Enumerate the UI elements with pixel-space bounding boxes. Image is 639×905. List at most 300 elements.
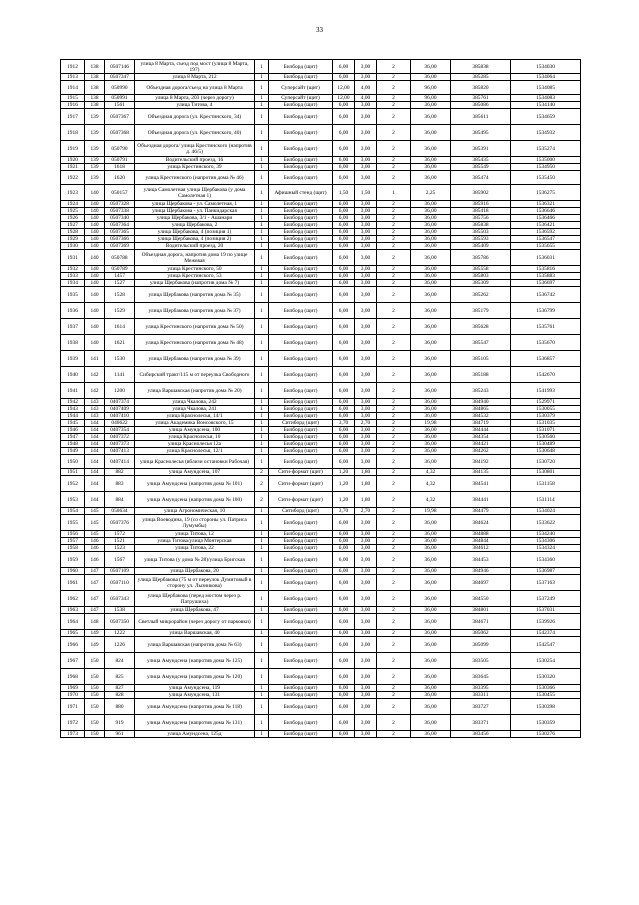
structure-type-cell: Билборд (щит) (269, 201, 333, 208)
code-cell: 1457 (105, 273, 135, 280)
address-cell: улица Щербакова - ул. Панкидарская (135, 208, 255, 215)
width-cell: 6,00 (333, 669, 355, 685)
sides-cell: 2 (377, 367, 411, 383)
row-number-cell: 1924 (61, 201, 85, 208)
coord-y-cell: 1541993 (511, 383, 581, 399)
row-number-cell: 1912 (61, 60, 85, 74)
area-cell: 36,00 (411, 250, 451, 266)
district-cell: 150 (85, 731, 105, 738)
sides-cell: 2 (377, 420, 411, 427)
width-cell: 6,00 (333, 208, 355, 215)
code-cell: 050791 (105, 157, 135, 164)
sides-count-cell: 1 (255, 229, 269, 236)
sides-cell: 2 (377, 630, 411, 637)
width-cell: 6,00 (333, 250, 355, 266)
code-cell: 824 (105, 653, 135, 669)
width-cell: 6,00 (333, 607, 355, 614)
code-cell: 0507365 (105, 229, 135, 236)
sides-count-cell: 1 (255, 427, 269, 434)
structure-type-cell: Билборд (щит) (269, 280, 333, 287)
district-cell: 143 (85, 399, 105, 406)
area-cell: 36,00 (411, 685, 451, 692)
coord-x-cell: 385786 (451, 250, 511, 266)
sides-cell: 2 (377, 508, 411, 515)
structure-type-cell: Билборд (щит) (269, 351, 333, 367)
table-row (61, 125, 581, 141)
coord-x-cell: 385179 (451, 303, 511, 319)
district-cell: 150 (85, 692, 105, 699)
sides-cell: 2 (377, 699, 411, 715)
coord-y-cell: 1530320 (511, 669, 581, 685)
height-cell: 3,00 (355, 441, 377, 448)
row-number-cell: 1923 (61, 185, 85, 201)
width-cell: 6,00 (333, 236, 355, 243)
table-row (61, 455, 581, 469)
sides-count-cell: 1 (255, 319, 269, 335)
height-cell: 3,00 (355, 699, 377, 715)
width-cell: 6,00 (333, 335, 355, 351)
table-row (61, 351, 581, 367)
structure-type-cell: Билборд (щит) (269, 243, 333, 250)
structure-type-cell: Билборд (щит) (269, 273, 333, 280)
address-cell: улица Щербакова, 3/1 - Ашанари (135, 215, 255, 222)
code-cell: 1200 (105, 383, 135, 399)
coord-x-cell: 385820 (451, 81, 511, 95)
row-number-cell: 1938 (61, 335, 85, 351)
height-cell: 1,80 (355, 476, 377, 492)
width-cell: 6,00 (333, 287, 355, 303)
code-cell: 0407374 (105, 399, 135, 406)
code-cell: 828 (105, 692, 135, 699)
width-cell: 1,50 (333, 185, 355, 201)
width-cell: 6,00 (333, 351, 355, 367)
area-cell: 36,00 (411, 367, 451, 383)
structure-type-cell: Билборд (щит) (269, 171, 333, 185)
coord-y-cell: 1534306 (511, 538, 581, 545)
area-cell: 36,00 (411, 236, 451, 243)
structure-type-cell: Билборд (щит) (269, 552, 333, 568)
table-row (61, 441, 581, 448)
district-cell: 147 (85, 591, 105, 607)
structure-type-cell: Билборд (щит) (269, 215, 333, 222)
address-cell: улица Краснолесья, 14/1 (135, 413, 255, 420)
area-cell: 36,00 (411, 208, 451, 215)
district-cell: 140 (85, 208, 105, 215)
height-cell: 3,00 (355, 630, 377, 637)
area-cell: 36,00 (411, 715, 451, 731)
row-number-cell: 1963 (61, 607, 85, 614)
table-row (61, 367, 581, 383)
table-row (61, 287, 581, 303)
area-cell: 36,00 (411, 406, 451, 413)
address-cell: улица Щербакова (напротив дома № 37) (135, 303, 255, 319)
sides-cell: 2 (377, 427, 411, 434)
code-cell: 1226 (105, 637, 135, 653)
height-cell: 3,00 (355, 531, 377, 538)
height-cell: 3,00 (355, 669, 377, 685)
code-cell: 050790 (105, 141, 135, 157)
coord-y-cell: 1534932 (511, 125, 581, 141)
row-number-cell: 1962 (61, 591, 85, 607)
sides-count-cell: 1 (255, 273, 269, 280)
sides-count-cell: 1 (255, 383, 269, 399)
sides-cell: 2 (377, 406, 411, 413)
coord-y-cell: 1536321 (511, 201, 581, 208)
table-row (61, 607, 581, 614)
coord-x-cell: 385916 (451, 201, 511, 208)
area-cell: 36,00 (411, 74, 451, 81)
district-cell: 150 (85, 653, 105, 669)
width-cell: 6,00 (333, 448, 355, 455)
district-cell: 147 (85, 607, 105, 614)
address-cell: улица Щербакова, 47 (135, 607, 255, 614)
structure-type-cell: Билборд (щит) (269, 383, 333, 399)
area-cell: 36,00 (411, 157, 451, 164)
coord-y-cell: 1536697 (511, 280, 581, 287)
area-cell: 36,00 (411, 515, 451, 531)
height-cell: 3,00 (355, 715, 377, 731)
table-row (61, 335, 581, 351)
area-cell: 36,00 (411, 243, 451, 250)
row-number-cell: 1948 (61, 441, 85, 448)
sides-cell: 2 (377, 434, 411, 441)
sides-count-cell: 1 (255, 413, 269, 420)
coord-x-cell: 384940 (451, 399, 511, 406)
height-cell: 3,00 (355, 413, 377, 420)
structure-type-cell: Билборд (щит) (269, 455, 333, 469)
area-cell: 36,00 (411, 125, 451, 141)
height-cell: 3,00 (355, 731, 377, 738)
address-cell: улица Щербакова, 20 (135, 568, 255, 575)
sides-cell: 2 (377, 455, 411, 469)
coord-y-cell: 1534024 (511, 508, 581, 515)
code-cell: 050788 (105, 250, 135, 266)
coord-x-cell: 385803 (451, 273, 511, 280)
height-cell: 3,00 (355, 614, 377, 630)
district-cell: 146 (85, 538, 105, 545)
table-row (61, 171, 581, 185)
table-row (61, 692, 581, 699)
code-cell: 1523 (105, 545, 135, 552)
sides-cell: 2 (377, 201, 411, 208)
sides-count-cell: 1 (255, 406, 269, 413)
structure-type-cell: Билборд (щит) (269, 731, 333, 738)
code-cell: 825 (105, 669, 135, 685)
sides-cell: 2 (377, 492, 411, 508)
coord-y-cell: 1534324 (511, 545, 581, 552)
coord-y-cell: 1530055 (511, 406, 581, 413)
height-cell: 3,00 (355, 273, 377, 280)
sides-cell: 2 (377, 607, 411, 614)
row-number-cell: 1950 (61, 455, 85, 469)
table-row (61, 222, 581, 229)
height-cell: 3,00 (355, 575, 377, 591)
code-cell: 1620 (105, 171, 135, 185)
code-cell: 1614 (105, 319, 135, 335)
area-cell: 36,00 (411, 731, 451, 738)
sides-cell: 2 (377, 669, 411, 685)
table-row (61, 637, 581, 653)
height-cell: 3,00 (355, 171, 377, 185)
sides-cell: 2 (377, 229, 411, 236)
table-row (61, 508, 581, 515)
sides-cell: 2 (377, 273, 411, 280)
district-cell: 147 (85, 575, 105, 591)
district-cell: 144 (85, 434, 105, 441)
height-cell: 3,00 (355, 406, 377, 413)
structure-type-cell: Билборд (щит) (269, 515, 333, 531)
sides-cell: 2 (377, 531, 411, 538)
width-cell: 6,00 (333, 427, 355, 434)
height-cell: 3,00 (355, 685, 377, 692)
row-number-cell: 1944 (61, 413, 85, 420)
area-cell: 36,00 (411, 568, 451, 575)
coord-x-cell: 384541 (451, 476, 511, 492)
coord-x-cell: 385503 (451, 229, 511, 236)
area-cell: 36,00 (411, 201, 451, 208)
area-cell: 36,00 (411, 141, 451, 157)
row-number-cell: 1952 (61, 476, 85, 492)
coord-y-cell: 1534085 (511, 81, 581, 95)
table-row (61, 731, 581, 738)
coord-y-cell: 1530455 (511, 692, 581, 699)
code-cell: 1530 (105, 351, 135, 367)
sides-cell: 2 (377, 413, 411, 420)
area-cell: 36,00 (411, 399, 451, 406)
sides-cell: 2 (377, 637, 411, 653)
row-number-cell: 1917 (61, 109, 85, 125)
coord-x-cell: 384888 (451, 531, 511, 538)
address-cell: Объездная дорога/съезд на улица 8 Марта (135, 81, 255, 95)
sides-count-cell: 1 (255, 102, 269, 109)
height-cell: 3,00 (355, 383, 377, 399)
sides-count-cell: 1 (255, 545, 269, 552)
width-cell: 6,00 (333, 413, 355, 420)
address-cell: улица Титова, 4 (135, 102, 255, 109)
table-row (61, 591, 581, 607)
district-cell: 139 (85, 171, 105, 185)
code-cell: 919 (105, 715, 135, 731)
sides-count-cell: 1 (255, 171, 269, 185)
page-number: 33 (316, 26, 323, 34)
district-cell: 140 (85, 185, 105, 201)
sides-cell: 2 (377, 568, 411, 575)
height-cell: 3,00 (355, 109, 377, 125)
address-cell: улица Титова, 22 (135, 545, 255, 552)
coord-x-cell: 384550 (451, 591, 511, 607)
area-cell: 36,00 (411, 699, 451, 715)
row-number-cell: 1964 (61, 614, 85, 630)
height-cell: 3,00 (355, 60, 377, 74)
coord-y-cell: 1530366 (511, 685, 581, 692)
code-cell: 050991 (105, 95, 135, 102)
table-row (61, 653, 581, 669)
sides-count-cell: 1 (255, 614, 269, 630)
coord-y-cell: 1531071 (511, 427, 581, 434)
sides-count-cell: 1 (255, 60, 269, 74)
area-cell: 36,00 (411, 531, 451, 538)
sides-count-cell: 1 (255, 280, 269, 287)
height-cell: 3,00 (355, 250, 377, 266)
width-cell: 6,00 (333, 699, 355, 715)
address-cell: улица Амундсена (напротив дома № 120) (135, 669, 255, 685)
structure-type-cell: Билборд (щит) (269, 266, 333, 273)
width-cell: 6,00 (333, 434, 355, 441)
address-cell: улица Краснолесья, 10 (135, 434, 255, 441)
structure-type-cell: Билборд (щит) (269, 399, 333, 406)
coord-y-cell: 1535883 (511, 273, 581, 280)
district-cell: 150 (85, 699, 105, 715)
structure-type-cell: Билборд (щит) (269, 434, 333, 441)
address-cell: улица Варшавская, 40 (135, 630, 255, 637)
width-cell: 6,00 (333, 545, 355, 552)
structure-type-cell: Билборд (щит) (269, 630, 333, 637)
coord-x-cell: 385105 (451, 351, 511, 367)
structure-type-cell: Билборд (щит) (269, 236, 333, 243)
structure-type-cell: Билборд (щит) (269, 406, 333, 413)
coord-y-cell: 1530398 (511, 699, 581, 715)
area-cell: 36,00 (411, 591, 451, 607)
sides-cell: 2 (377, 81, 411, 95)
row-number-cell: 1915 (61, 95, 85, 102)
coord-x-cell: 383505 (451, 653, 511, 669)
width-cell: 6,00 (333, 653, 355, 669)
row-number-cell: 1969 (61, 685, 85, 692)
address-cell: Объездная дорога (ул. Крестинского, 34) (135, 109, 255, 125)
address-cell: улица Амундсена, 131 (135, 692, 255, 699)
area-cell: 36,00 (411, 434, 451, 441)
sides-cell: 2 (377, 60, 411, 74)
sides-cell: 2 (377, 208, 411, 215)
coord-y-cell: 1535761 (511, 319, 581, 335)
width-cell: 3,70 (333, 508, 355, 515)
sides-count-cell: 1 (255, 250, 269, 266)
table-row (61, 413, 581, 420)
sides-count-cell: 1 (255, 95, 269, 102)
height-cell: 3,00 (355, 319, 377, 335)
row-number-cell: 1943 (61, 406, 85, 413)
row-number-cell: 1929 (61, 236, 85, 243)
address-cell: улица Амундсена (напротив дома № 131) (135, 715, 255, 731)
address-cell: улица Чкалова, 241 (135, 406, 255, 413)
row-number-cell: 1937 (61, 319, 85, 335)
coord-x-cell: 385838 (451, 222, 511, 229)
sides-cell: 2 (377, 715, 411, 731)
code-cell: 1567 (105, 552, 135, 568)
coord-x-cell: 383645 (451, 669, 511, 685)
row-number-cell: 1932 (61, 266, 85, 273)
row-number-cell: 1935 (61, 287, 85, 303)
district-cell: 144 (85, 476, 105, 492)
sides-count-cell: 1 (255, 420, 269, 427)
sides-count-cell: 1 (255, 109, 269, 125)
coord-x-cell: 385285 (451, 74, 511, 81)
width-cell: 6,00 (333, 630, 355, 637)
sides-count-cell: 1 (255, 236, 269, 243)
district-cell: 146 (85, 545, 105, 552)
coord-y-cell: 1530801 (511, 469, 581, 476)
structure-type-cell: Билборд (щит) (269, 614, 333, 630)
height-cell: 3,00 (355, 201, 377, 208)
coord-x-cell: 383727 (451, 699, 511, 715)
width-cell: 6,00 (333, 303, 355, 319)
sides-cell: 2 (377, 125, 411, 141)
sides-cell: 2 (377, 157, 411, 164)
table-row (61, 715, 581, 731)
structure-type-cell: Билборд (щит) (269, 141, 333, 157)
table-row (61, 319, 581, 335)
table-row (61, 531, 581, 538)
width-cell: 6,00 (333, 568, 355, 575)
area-cell: 36,00 (411, 383, 451, 399)
coord-x-cell: 384719 (451, 420, 511, 427)
coord-x-cell: 384453 (451, 552, 511, 568)
height-cell: 3,00 (355, 157, 377, 164)
area-cell: 36,00 (411, 455, 451, 469)
width-cell: 6,00 (333, 538, 355, 545)
address-cell: улица Щербакова (75 м от переулок Думитовый в сторону ул. Лызникова) (135, 575, 255, 591)
address-cell: улица Титова, 12 (135, 531, 255, 538)
coord-x-cell: 385838 (451, 60, 511, 74)
district-cell: 145 (85, 531, 105, 538)
width-cell: 6,00 (333, 280, 355, 287)
sides-cell: 2 (377, 335, 411, 351)
code-cell: 1521 (105, 538, 135, 545)
sides-cell: 2 (377, 222, 411, 229)
row-number-cell: 1922 (61, 171, 85, 185)
coord-y-cell: 1535670 (511, 335, 581, 351)
area-cell: 36,00 (411, 164, 451, 171)
sides-count-cell: 1 (255, 367, 269, 383)
code-cell: 0407409 (105, 406, 135, 413)
width-cell: 6,00 (333, 102, 355, 109)
coord-x-cell: 385086 (451, 102, 511, 109)
row-number-cell: 1939 (61, 351, 85, 367)
sides-count-cell: 1 (255, 157, 269, 164)
coord-y-cell: 1536275 (511, 185, 581, 201)
district-cell: 139 (85, 164, 105, 171)
height-cell: 3,00 (355, 215, 377, 222)
district-cell: 140 (85, 287, 105, 303)
district-cell: 138 (85, 60, 105, 74)
structure-type-cell: Билборд (щит) (269, 229, 333, 236)
coord-x-cell: 384262 (451, 448, 511, 455)
area-cell: 36,00 (411, 215, 451, 222)
sides-count-cell: 1 (255, 669, 269, 685)
coord-x-cell: 384865 (451, 406, 511, 413)
structure-type-cell: Ситиборд (щит) (269, 508, 333, 515)
code-cell: 0507366 (105, 236, 135, 243)
height-cell: 3,00 (355, 515, 377, 531)
width-cell: 1,20 (333, 476, 355, 492)
sides-count-cell: 1 (255, 591, 269, 607)
address-cell: Сибирский тракт/115 м от переулка Свободного (135, 367, 255, 383)
width-cell: 6,00 (333, 273, 355, 280)
width-cell: 6,00 (333, 455, 355, 469)
structure-type-cell: Билборд (щит) (269, 545, 333, 552)
coord-x-cell: 383395 (451, 685, 511, 692)
area-cell: 36,00 (411, 441, 451, 448)
area-cell: 36,00 (411, 630, 451, 637)
coord-y-cell: 1534240 (511, 531, 581, 538)
coord-x-cell: 385391 (451, 141, 511, 157)
coord-x-cell: 383456 (451, 731, 511, 738)
sides-cell: 2 (377, 731, 411, 738)
coord-y-cell: 1533622 (511, 515, 581, 531)
code-cell: 1141 (105, 367, 135, 383)
row-number-cell: 1946 (61, 427, 85, 434)
coord-x-cell: 385262 (451, 287, 511, 303)
